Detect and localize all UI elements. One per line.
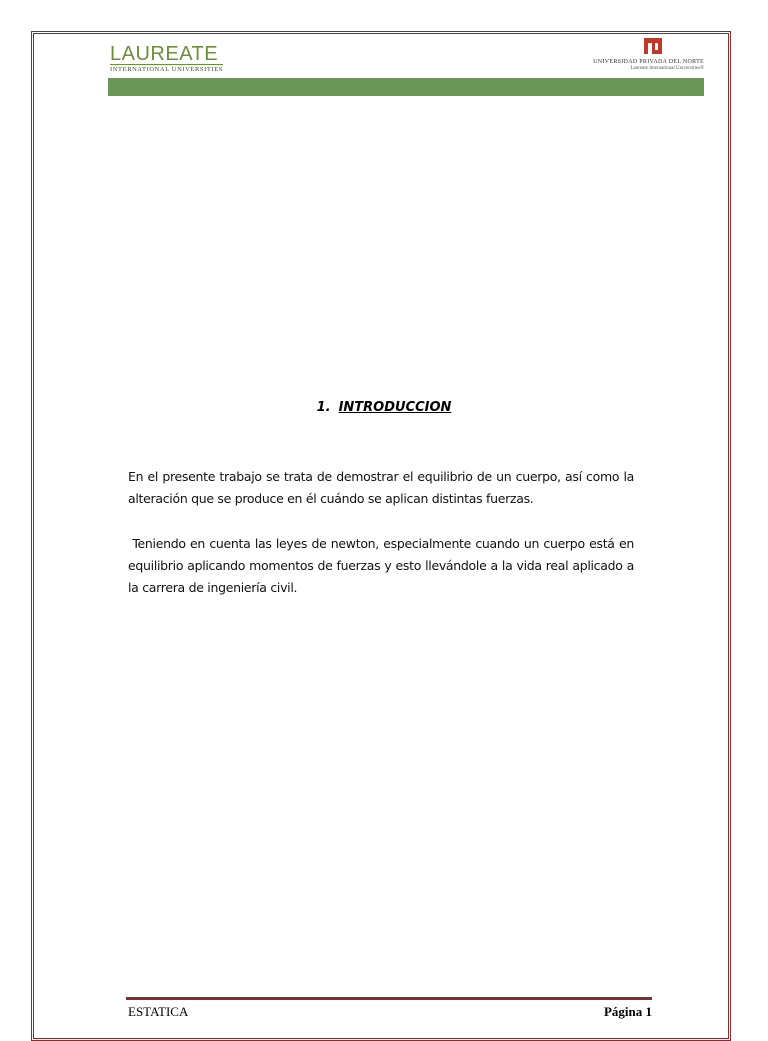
paragraph-intro: En el presente trabajo se trata de demostrar el equilibrio de un cuerpo, así como la alteración que se produce en él cuándo se aplican distintas fuerzas.	[128, 469, 634, 506]
paragraph-newton: Teniendo en cuenta las leyes de newton, especialmente cuando un cuerpo está en equilibrio aplicando momentos de fuerzas y esto llevándole a la vida real aplicado a la carrera de ingeniería civil.	[128, 536, 638, 595]
header-band	[108, 78, 704, 96]
section-title	[0, 400, 768, 415]
footer-page-number: Página 1	[603, 1004, 652, 1019]
footer-course: ESTATICA	[128, 1004, 189, 1019]
laureate-brand-text: LAUREATE	[110, 43, 219, 65]
upn-name: UNIVERSIDAD PRIVADA DEL NORTE	[593, 59, 704, 65]
section-title-text: INTRODUCCION	[338, 400, 452, 415]
section-number: 1.	[316, 400, 331, 415]
laureate-logo	[110, 44, 223, 74]
upn-logo	[593, 38, 704, 72]
laureate-subtitle: INTERNATIONAL UNIVERSITIES	[110, 66, 224, 73]
footer-divider	[126, 997, 652, 1000]
upn-logo-icon	[644, 38, 662, 54]
upn-tagline: Laureate International Universities®	[630, 66, 704, 71]
